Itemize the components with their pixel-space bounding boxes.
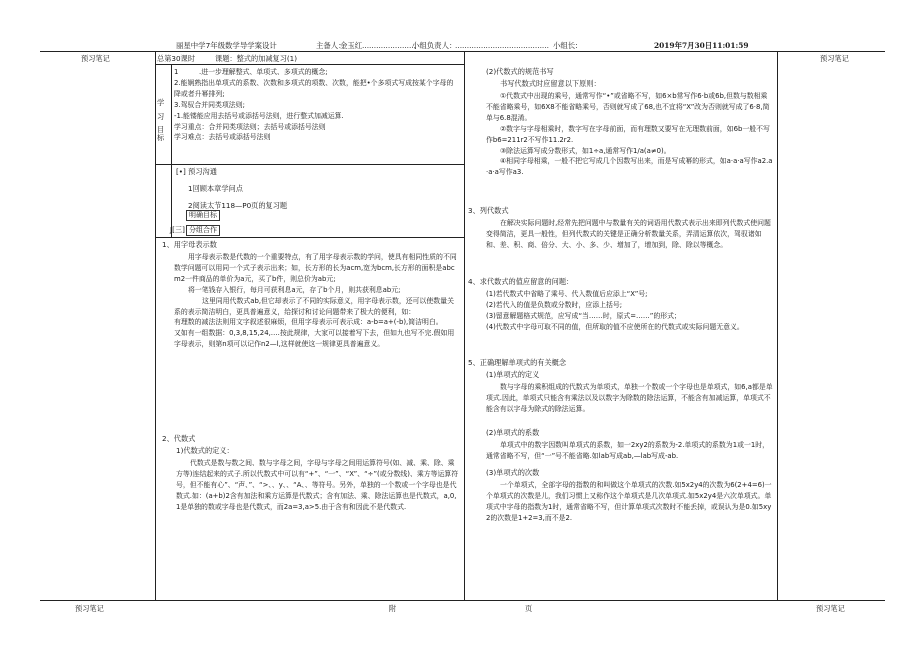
review-line-1: 1回顾本章学问点 [188, 184, 243, 193]
section-1-para: 又如有一组数据：0,3,8,15,24,….按此规律，大家可以接着写下去，但如九也写不完.假如用字母表示，则第n项可以记作n2—l,这样就使这一规律更具普遍意义。 [174, 329, 455, 349]
objective-item: -1.能镂能应用去括号或添括号法则，进行整式加减运算. [174, 111, 344, 120]
left-margin-divider [155, 51, 156, 600]
objective-item: 3.驾驭合并同类项法则; [174, 100, 245, 109]
section-4-item: (3)留意解题格式规范，应写成“当……时，原式=……”的形式； [486, 311, 681, 320]
lead-name: 金玉红 [340, 41, 363, 50]
lesson-periods: 总第30课时 [157, 54, 195, 63]
section-1-para: 有理数的减法法则用文字叙述很麻烦，但用字母表示可表示成：a-b=a+(-b),简洁明白。 [174, 318, 443, 327]
review-label: [•] 预习沟通 [176, 167, 217, 176]
section-4-body [486, 289, 774, 333]
section-2b-para: ①代数式中出现的乘号，通常写作“•”或省略不写，如6×b常写作6·b或6b,但数与数相乘不能省略乘号，如6X8不能省略乘号，否则就写成了68,也不宜将“X”改为否则就写成了6·8,简单与6.8混淆。 [486, 92, 770, 122]
group-label: 小组负责人： [412, 41, 457, 50]
section-1-para: 将一笔钱存入银行，每月可获利息a元，存了b个月，则共获利息ab元; [188, 285, 401, 294]
section-5-title: 5、正确理解单项式的有关概念 [468, 358, 567, 367]
center-divider [464, 51, 465, 600]
frame-top-line [40, 51, 885, 52]
section-5-sub-2: (2)单项式的系数 [486, 428, 540, 437]
side-label-right-bottom: 预习笔记 [816, 604, 845, 613]
section-5-para-3: 一个单项式，全部字母的指数的和叫做这个单项式的次数.如5x2y4的次数为6(2+4=6)一个单项式的次数是儿，我们习惯上又称作这个单项式是几次单项式.如5x2y4是六次单项式。单项式中字母的指数为1时，通常省略不写，但计算单项式次数时不能丢掉，或误认为是0.如5xy2的次数是1+2=3,而不是2. [486, 481, 772, 522]
objectives-list [174, 67, 460, 143]
group-leader-label: 小组长: [553, 41, 578, 50]
section-5-para-2: 单项式中的数字因数叫单项式的系数，如一2xy2的系数为-2.单项式的系数为1或一1时，通常省略不写，但“一”号不能省略.如lab写成ab,—lab写成-ab. [486, 441, 770, 460]
objective-label-char-4: 标 [157, 133, 165, 142]
right-margin-divider [777, 51, 778, 600]
section-2-title: 2、代数式 [162, 434, 196, 443]
side-label-right-top: 预习笔记 [820, 54, 849, 63]
section-4-item: (2)若代入的值是负数或分数时，应添上括号; [486, 300, 623, 309]
section-3-body: 在解决实际问题时,经常先把问题中与数量有关的词语用代数式表示出来即列代数式使问题变得简洁，更具一般性，但列代数式的关键是正确分析数量关系，弄清运算依次，驾驭诸如和、差、积、商、倍分、大、小、多、少、增加了，增加到，除、除以等概念。 [486, 219, 771, 249]
section-4-item: (1)若代数式中省略了乘号、代入数值后应添上“X”号; [486, 290, 648, 298]
section-5-sub-3: (3)单项式的次数 [486, 468, 540, 477]
side-label-left-top: 预习笔记 [81, 54, 110, 63]
section-2b-intro: 书写代数式时应留意以下原则： [500, 79, 601, 88]
section-1-para: 用字母表示数是代数的一个重要特点，有了用字母表示数的学问，使具有相同性质的不同数学问题可以用同一个式子表示出来；如，长方形的长为acm,宽为bcm,长方形的面积是abcm2一件商品的单价为a元，买了b件，则总价为ab元; [174, 253, 457, 283]
school-title: 丽星中学7年级数学导学案设计 [176, 41, 277, 50]
section-1-title: 1、用字母表示数 [162, 240, 217, 249]
objective-item: 学习难点：去括号或添括号法则 [174, 133, 271, 142]
objective-item: 2.能娴熟指出单项式的系数、次数和多项式的项数、次数，能把•个多项式写成按某个字母的降或者升幂排列; [174, 78, 454, 98]
footer-mark-1: 附 [389, 604, 397, 613]
study-boxes-bottom-line [171, 237, 464, 238]
objective-label-char-1: 学 [157, 98, 165, 107]
lesson-row-line [155, 64, 464, 65]
side-label-left-bottom: 预习笔记 [75, 604, 104, 613]
section-5-para-1: 数与字母的乘积组成的代数式为单项式，单独一个数或一个字母也是单项式，如6,a都是单项式.因此，单项式只能含有乘法以及以数字为除数的除法运算，不能含有加减运算，单项式不能含有以字母为除式的除法运算。 [486, 383, 773, 413]
review-line-2: 2阅读太节118—P0页的复习题 [188, 201, 288, 210]
footer-mark-2: 页 [525, 604, 533, 613]
section-1-body [174, 252, 460, 350]
objective-label-divider [171, 64, 172, 164]
datetime: 2019年7月30日11:01:59 [654, 41, 749, 50]
bracket-label: J[三] [170, 225, 185, 234]
section-2b-para: ④相同字母相乘，一般不把它写成几个因数写出来，而是写成幂的形式，如a·a·a写作a2.a·a·a写作a3. [486, 157, 773, 177]
section-3-title: 3、列代数式 [468, 206, 509, 215]
section-2-body [176, 458, 460, 513]
section-2-sub: 1)代数式的定义： [176, 446, 234, 455]
section-1-para: 这里同用代数式ab,但它却表示了不同的实际意义，用字母表示数，还可以使数量关系的表示简洁明白，更具普遍意义，给探讨和讨论问题带来了极大的便利，如： [174, 296, 454, 316]
frame-bottom-line [40, 600, 885, 601]
objective-item: 学习重点：合并同类项法则；去括号或添括号法则 [174, 122, 326, 131]
lead-dots: ....................... [362, 41, 417, 50]
goal-box: 明确目标 [186, 210, 220, 221]
section-2b-title: (2)代数式的规范书写 [486, 67, 554, 76]
section-2b-para: ②数字与字母相乘时，数字写在字母前面，而有理数又要写在无理数前面，如6b一般不写作b6=211r2不写作11.2r2. [486, 124, 770, 144]
section-2b-body [486, 91, 774, 178]
objective-label-char-3: 目 [157, 125, 165, 134]
section-4-title: 4、求代数式的值应留意的问题： [468, 277, 574, 286]
group-dots: ........................................ [455, 41, 549, 50]
objective-label-char-2: 习 [157, 112, 165, 121]
objective-bottom-line [155, 164, 464, 165]
section-2b-para: ③除法运算写成分数形式，如1÷a,通常写作1/a(a≠0)。 [500, 146, 671, 155]
lesson-topic: 课题：整式的加减复习(1) [215, 54, 298, 63]
study-boxes-left-line [155, 237, 171, 238]
section-5-sub-1: (1)单项式的定义 [486, 370, 540, 379]
section-2-para: 代数式是数与数之间、数与字母之间，字母与字母之间用运算符号(如、减、乘、除、乘方等)连结起来的式子.所以代数式中可以有“+”、“一”、“X”、“÷”(或分数线)、乘方等运算符号，但不能有心”、“声、”、“>、、y、、“A、、等符号。另外，单独的一个数或一个字母也是代数式.如：(a+b)2含有加法和乘方运算是代数式；含有加法、乘、除法运算也是代数式，a,0,1是单独的数或字母也是代数式，而2a=3,a>5.由于含有和因此不是代数式. [176, 459, 459, 511]
lead-label: 主备人： [316, 41, 346, 50]
objective-item: 1 .进一步理解整式、单项式、多项式的概念; [174, 68, 328, 76]
group-box: 分组合作 [186, 225, 220, 236]
section-4-item: (4)代数式中字母可取不同的值，但所取的值不应使所在的代数式或实际问题无意义。 [486, 322, 744, 331]
